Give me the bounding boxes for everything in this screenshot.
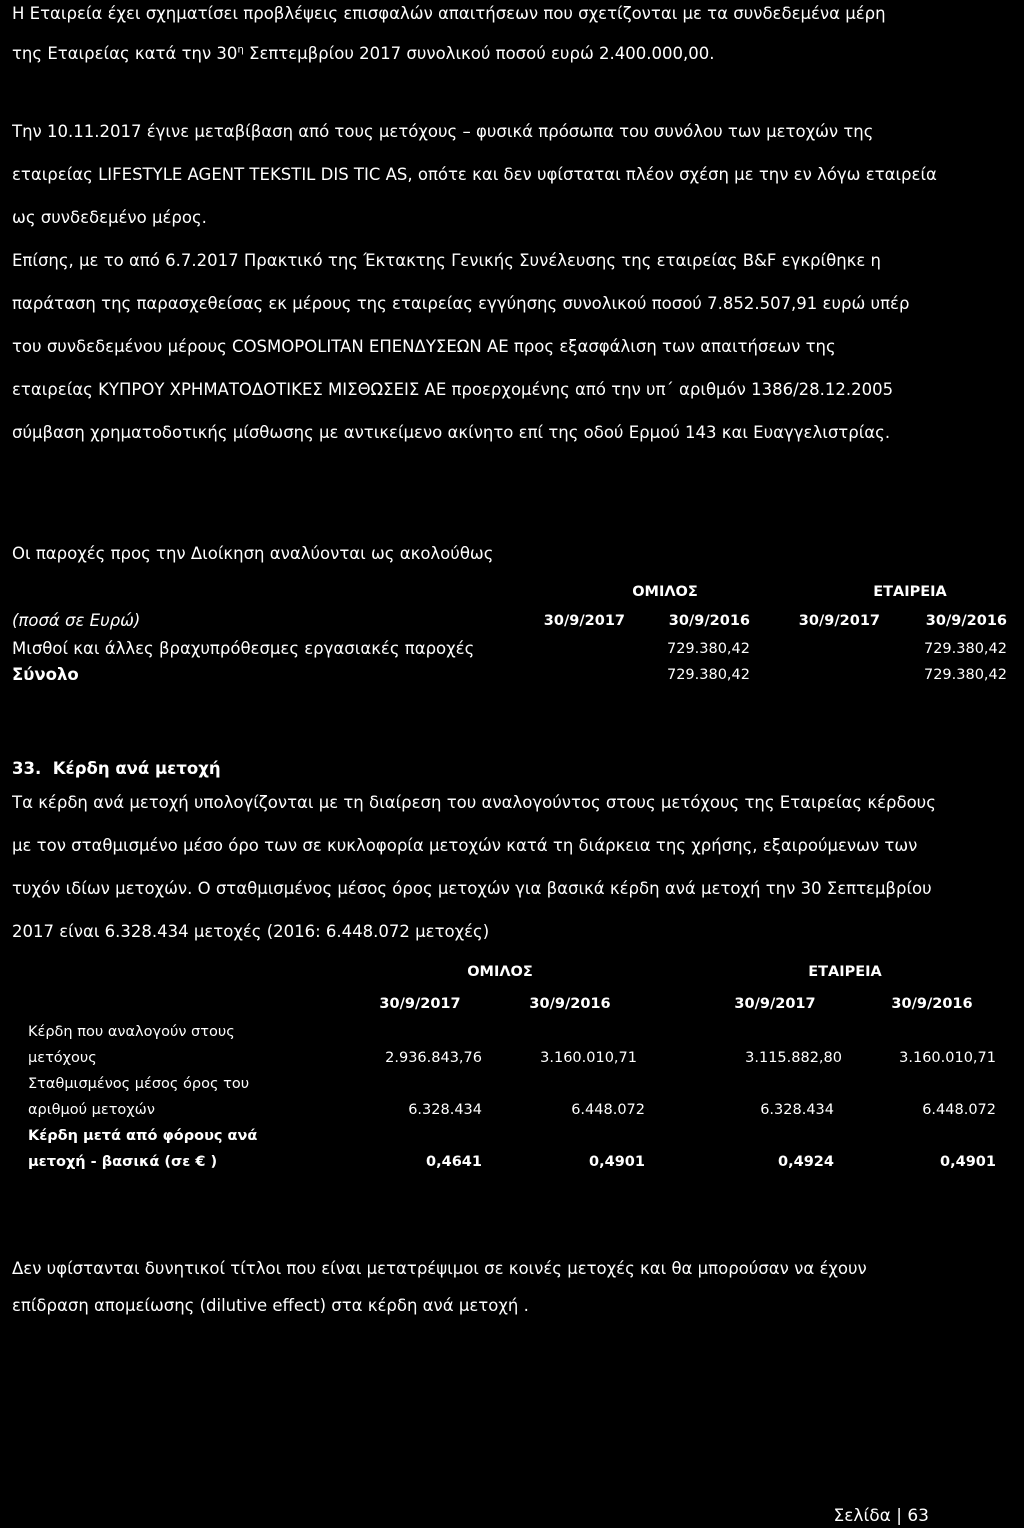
paragraph-text: Η Εταιρεία έχει σχηματίσει προβλέψεις επισφαλών απαιτήσεων που σχετίζονται με τα συνδεδεμένα μέρη bbox=[12, 4, 886, 23]
paragraph-text: Επίσης, με το από 6.7.2017 Πρακτικό της Έκτακτης Γενικής Συνέλευσης της εταιρείας B&F εγκρίθηκε η bbox=[12, 251, 882, 270]
paragraph-text: παράταση της παρασχεθείσας εκ μέρους της εταιρείας εγγύησης συνολικού ποσού 7.852.507,91 ευρώ υπέρ bbox=[12, 294, 910, 313]
section-title: Κέρδη ανά μετοχή bbox=[52, 759, 221, 778]
table-cell: 0,4641 bbox=[426, 1154, 482, 1170]
table-cell: 729.380,42 bbox=[923, 641, 1007, 657]
group-header: ΟΜΙΛΟΣ bbox=[467, 964, 533, 980]
paragraph-text: 2017 είναι 6.328.434 μετοχές (2016: 6.448.072 μετοχές) bbox=[12, 922, 490, 941]
table-cell: 729.380,42 bbox=[923, 667, 1007, 683]
row-label: αριθμού μετοχών bbox=[28, 1102, 155, 1118]
section-number: 33. bbox=[12, 759, 42, 778]
paragraph-text: σύμβαση χρηματοδοτικής μίσθωσης με αντικείμενο ακίνητο επί της οδού Ερμού 143 και Ευαγγελιστρίας. bbox=[12, 423, 891, 442]
table-cell: 729.380,42 bbox=[666, 641, 750, 657]
superscript: η bbox=[237, 44, 244, 56]
paragraph-text: με τον σταθμισμένο μέσο όρο των σε κυκλοφορία μετοχών κατά τη διάρκεια της χρήσης, εξαιρούμενων των bbox=[12, 836, 918, 855]
paragraph-text: ως συνδεδεμένο μέρος. bbox=[12, 208, 207, 227]
paragraph-text: εταιρείας LIFESTYLE AGENT TEKSTIL DIS TIC AS, οπότε και δεν υφίσταται πλέον σχέση με την εν λόγω εταιρεία bbox=[12, 165, 937, 184]
column-header: 30/9/2017 bbox=[379, 996, 461, 1012]
row-label: Μισθοί και άλλες βραχυπρόθεσμες εργασιακές παροχές bbox=[12, 639, 475, 658]
table-cell: 6.448.072 bbox=[571, 1102, 645, 1118]
table-cell: 0,4901 bbox=[940, 1154, 996, 1170]
column-header: 30/9/2017 bbox=[543, 613, 625, 629]
column-header: 30/9/2016 bbox=[925, 613, 1007, 629]
paragraph-text: Την 10.11.2017 έγινε μεταβίβαση από τους μετόχους – φυσικά πρόσωπα του συνόλου των μετοχών της bbox=[12, 122, 874, 141]
table-cell: 6.328.434 bbox=[408, 1102, 482, 1118]
page-number: Σελίδα | 63 bbox=[833, 1506, 929, 1526]
paragraph-text: επίδραση απομείωσης (dilutive effect) στα κέρδη ανά μετοχή . bbox=[12, 1296, 529, 1315]
table-cell: 3.115.882,80 bbox=[745, 1050, 842, 1066]
table-cell: 0,4901 bbox=[589, 1154, 645, 1170]
company-header: ΕΤΑΙΡΕΙΑ bbox=[808, 964, 882, 980]
table-cell: 3.160.010,71 bbox=[899, 1050, 996, 1066]
table-cell: 0,4924 bbox=[778, 1154, 834, 1170]
column-header: 30/9/2017 bbox=[798, 613, 880, 629]
total-row-label: Σύνολο bbox=[12, 665, 79, 684]
paragraph-text: εταιρείας ΚΥΠΡΟΥ ΧΡΗΜΑΤΟΔΟΤΙΚΕΣ ΜΙΣΘΩΣΕΙΣ ΑΕ προερχομένης από την υπ΄ αριθμόν 1386/28.12.2005 bbox=[12, 380, 894, 399]
paragraph-text: Σεπτεμβρίου 2017 συνολικού ποσού ευρώ 2.400.000,00. bbox=[243, 44, 715, 63]
group-header: ΟΜΙΛΟΣ bbox=[632, 584, 698, 600]
paragraph-text: του συνδεδεμένου μέρους COSMOPOLITAN ΕΠΕΝΔΥΣΕΩΝ ΑΕ προς εξασφάλιση των απαιτήσεων της bbox=[12, 337, 836, 356]
row-label: μετοχή - βασικά (σε € ) bbox=[28, 1154, 218, 1170]
row-label: Κέρδη μετά από φόρους ανά bbox=[28, 1128, 258, 1144]
column-header: 30/9/2016 bbox=[891, 996, 973, 1012]
row-label: μετόχους bbox=[28, 1050, 97, 1066]
table-cell: 729.380,42 bbox=[666, 667, 750, 683]
row-label: Σταθμισμένος μέσος όρος του bbox=[28, 1076, 250, 1092]
paragraph-text bbox=[12, 44, 1010, 64]
paragraph-text: Δεν υφίστανται δυνητικοί τίτλοι που είναι μετατρέψιμοι σε κοινές μετοχές και θα μπορούσαν να έχουν bbox=[12, 1259, 867, 1278]
section-intro: Οι παροχές προς την Διοίκηση αναλύονται ως ακολούθως bbox=[12, 544, 494, 563]
table-cell: 6.448.072 bbox=[922, 1102, 996, 1118]
column-header: 30/9/2017 bbox=[734, 996, 816, 1012]
column-header: 30/9/2016 bbox=[529, 996, 611, 1012]
column-header: 30/9/2016 bbox=[668, 613, 750, 629]
row-label: Κέρδη που αναλογούν στους bbox=[28, 1024, 235, 1040]
company-header: ΕΤΑΙΡΕΙΑ bbox=[873, 584, 947, 600]
currency-note: (ποσά σε Ευρώ) bbox=[12, 611, 141, 630]
section-heading bbox=[12, 759, 1010, 779]
table-cell: 6.328.434 bbox=[760, 1102, 834, 1118]
paragraph-text: τυχόν ιδίων μετοχών. Ο σταθμισμένος μέσος όρος μετοχών για βασικά κέρδη ανά μετοχή την 30 Σεπτεμβρίου bbox=[12, 879, 932, 898]
table-cell: 3.160.010,71 bbox=[540, 1050, 637, 1066]
table-cell: 2.936.843,76 bbox=[385, 1050, 482, 1066]
paragraph-text: Τα κέρδη ανά μετοχή υπολογίζονται με τη διαίρεση του αναλογούντος στους μετόχους της Εταιρείας κέρδους bbox=[12, 793, 936, 812]
paragraph-text: της Εταιρείας κατά την 30 bbox=[12, 44, 238, 63]
